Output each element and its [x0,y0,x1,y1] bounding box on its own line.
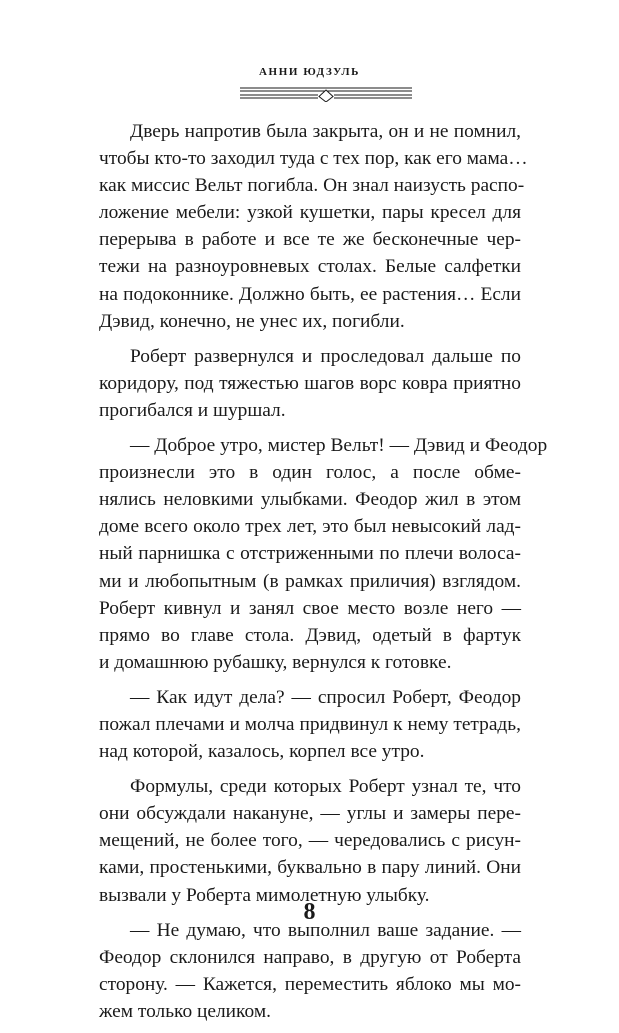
page-number: 8 [303,899,316,925]
text-line: тежи на разноуровневых столах. Белые салфетки [99,256,521,278]
paragraph [99,917,521,1025]
text-line: — Не думаю, что выполнил ваше задание. — [130,919,521,941]
text-line: доме всего около трех лет, это был невысокий лад- [99,516,521,538]
text-line: на подоконнике. Должно быть, ее растения… Если [99,283,521,305]
text-line: вызвали у Роберта мимолетную улыбку. [99,884,430,906]
text-line: Дэвид, конечно, не унес их, погибли. [99,310,405,332]
header-ornament [240,84,412,102]
text-line: Роберт кивнул и занял свое место возле него — [99,597,521,619]
text-line: прямо во главе стола. Дэвид, одетый в фартук [99,624,521,646]
text-line: сторону. — Кажется, переместить яблоко мы мо- [99,973,521,995]
paragraph [99,118,528,335]
text-line: ложение мебели: узкой кушетки, пары кресел для [99,202,521,224]
text-line: нялись неловкими улыбками. Феодор жил в этом [99,489,521,511]
text-line: жем только целиком. [99,1000,271,1022]
text-line: ный парнишка с отстриженными по плечи волоса- [99,543,521,565]
text-line: ми и любопытным (в рамках приличия) взглядом. [99,570,521,592]
text-line: Дверь напротив была закрыта, он и не помнил, [130,121,521,142]
text-line: чтобы кто-то заходил туда с тех пор, как его мама… [99,148,528,170]
text-line: пожал плечами и молча придвинул к нему тетрадь, [99,713,521,735]
text-line: — Как идут дела? — спросил Роберт, Феодор [130,686,521,708]
text-line: и домашнюю рубашку, вернулся к готовке. [99,651,452,673]
text-line: произнесли это в один голос, а после обме- [99,462,521,484]
text-line: мещений, не более того, — чередовались с рисун- [99,830,521,852]
text-line: прогибался и шуршал. [99,399,286,421]
text-line: — Доброе утро, мистер Вельт! — Дэвид и Феодор [130,435,548,457]
text-line: Формулы, среди которых Роберт узнал те, что [130,776,521,798]
paragraph [99,343,521,424]
text-line: над которой, казалось, корпел все утро. [99,741,425,763]
text-line: как миссис Вельт погибла. Он знал наизусть распо- [99,175,525,197]
body-text [99,118,548,1033]
text-line: Роберт развернулся и проследовал дальше по [130,345,521,367]
text-line: ками, простенькими, буквально в пару линий. Они [99,857,521,879]
paragraph [99,684,521,765]
text-line: перерыва в работе и все те же бесконечные чер- [99,229,521,251]
running-head: АННИ ЮДЗУЛЬ [259,66,360,78]
text-line: они обсуждали накануне, — углы и замеры пере- [99,803,521,825]
paragraph [99,773,521,908]
text-line: Феодор склонился направо, в другую от Роберта [99,946,521,968]
text-line: коридору, под тяжестью шагов ворс ковра приятно [99,372,521,394]
paragraph [99,432,548,676]
